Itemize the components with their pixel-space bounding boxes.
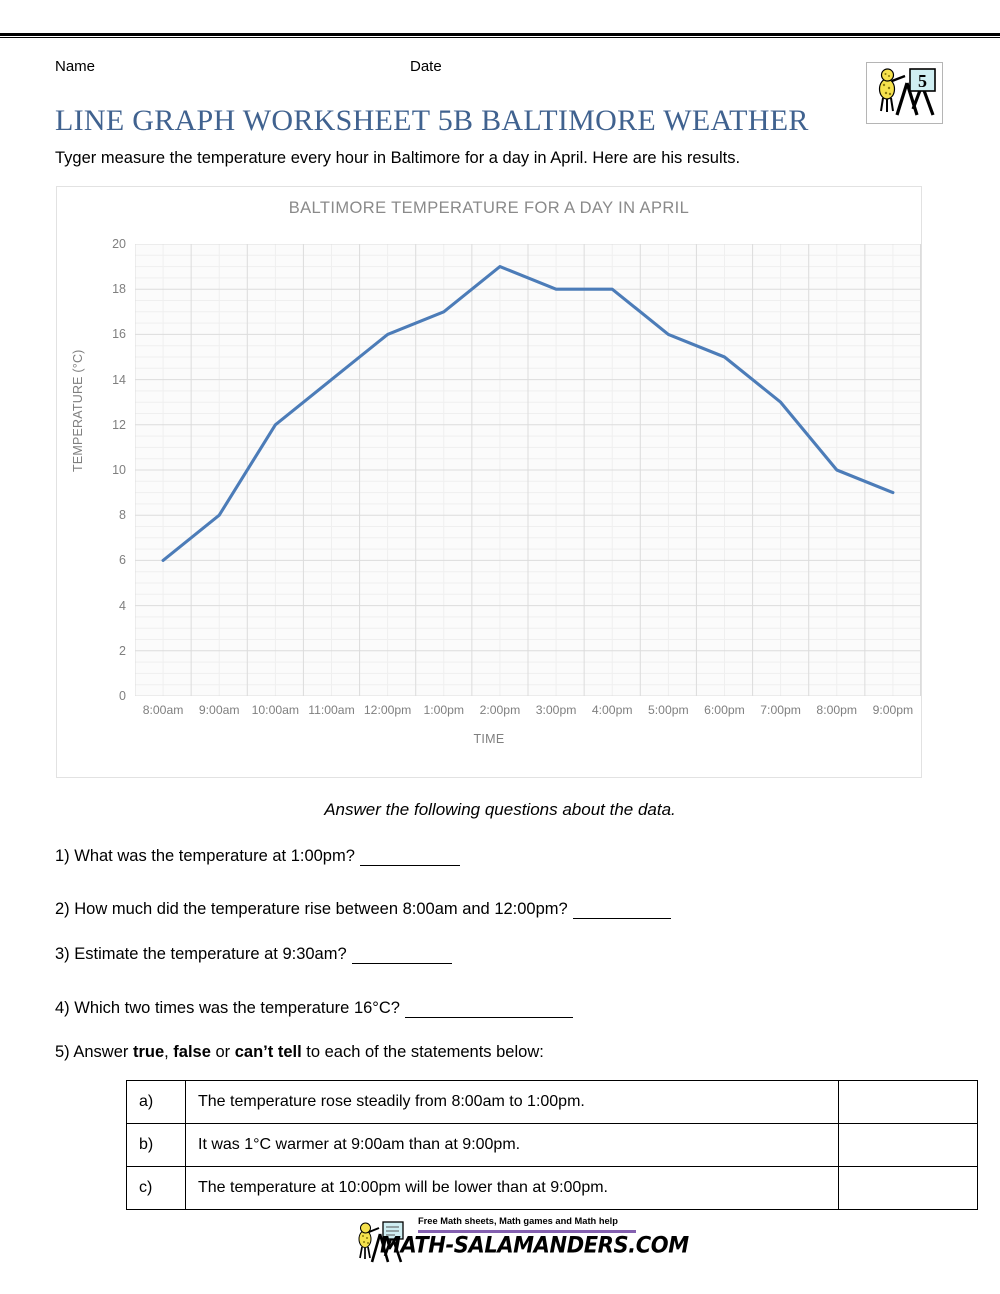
x-axis-tick-labels — [135, 703, 921, 717]
question-3-answer-blank[interactable] — [352, 949, 452, 964]
salamander-level-logo — [866, 62, 943, 124]
intro-text: Tyger measure the temperature every hour in Baltimore for a day in April. Here are his results. — [55, 149, 741, 167]
question-5-bold-cant-tell: can’t tell — [234, 1043, 302, 1061]
x-tick-label: 9:00pm — [872, 703, 914, 717]
question-2-answer-blank[interactable] — [573, 904, 671, 919]
question-3 — [55, 945, 452, 964]
question-5-bold-false: false — [173, 1043, 211, 1061]
y-tick-label: 4 — [119, 598, 126, 613]
footer-brand-text: MATH-SALAMANDERS.COM — [380, 1232, 689, 1258]
x-tick-label: 9:00am — [198, 703, 240, 717]
question-5-prefix: 5) Answer — [55, 1043, 133, 1061]
y-tick-label: 6 — [119, 553, 126, 568]
question-2 — [55, 900, 671, 919]
chart-title: BALTIMORE TEMPERATURE FOR A DAY IN APRIL — [288, 199, 690, 217]
x-axis-title: TIME — [473, 732, 505, 746]
svg-text:5: 5 — [918, 71, 927, 91]
y-axis-title: TEMPERATURE (°C) — [71, 349, 85, 472]
question-4-answer-blank[interactable] — [405, 1003, 573, 1018]
x-tick-label: 5:00pm — [648, 703, 689, 717]
name-label: Name — [55, 58, 96, 75]
true-false-answer-table — [126, 1080, 978, 1210]
x-tick-label: 3:00pm — [535, 703, 577, 717]
row-answer-cell[interactable] — [839, 1167, 978, 1210]
row-letter: c) — [127, 1167, 186, 1210]
x-tick-label: 8:00pm — [816, 703, 858, 717]
table-row — [127, 1167, 978, 1210]
question-5-sep-1: , — [164, 1043, 174, 1061]
row-letter: a) — [127, 1081, 186, 1124]
y-tick-label: 8 — [119, 508, 126, 523]
x-tick-label: 10:00am — [251, 703, 300, 717]
y-tick-label: 18 — [112, 282, 126, 297]
y-tick-label: 10 — [112, 463, 126, 477]
top-divider-rule — [0, 33, 1000, 38]
header-fields — [55, 58, 945, 84]
question-5-sep-2: or — [210, 1043, 235, 1061]
question-5 — [55, 1043, 544, 1062]
question-4 — [55, 999, 573, 1018]
chart-container — [56, 186, 922, 778]
question-4-text: 4) Which two times was the temperature 16°C? — [55, 999, 400, 1017]
table-row — [127, 1124, 978, 1167]
question-5-bold-true: true — [132, 1043, 165, 1061]
row-letter: b) — [127, 1124, 186, 1167]
instruction-text: Answer the following questions about the data. — [324, 800, 676, 819]
row-statement: The temperature at 10:00pm will be lower than at 9:00pm. — [186, 1167, 839, 1210]
date-label: Date — [410, 58, 442, 75]
salamander-logo-icon — [867, 63, 942, 123]
row-answer-cell[interactable] — [839, 1081, 978, 1124]
table-row — [127, 1081, 978, 1124]
x-tick-label: 2:00pm — [479, 703, 521, 717]
x-tick-label: 6:00pm — [704, 703, 745, 717]
row-answer-cell[interactable] — [839, 1124, 978, 1167]
y-tick-label: 2 — [119, 643, 126, 658]
y-tick-label: 20 — [112, 237, 126, 251]
question-1-answer-blank[interactable] — [360, 851, 460, 866]
question-1 — [55, 847, 460, 866]
x-tick-label: 1:00pm — [423, 703, 465, 717]
footer-tagline: Free Math sheets, Math games and Math help — [418, 1216, 618, 1226]
y-tick-label: 14 — [112, 372, 126, 387]
row-statement: It was 1°C warmer at 9:00am than at 9:00pm. — [186, 1124, 839, 1167]
question-2-text: 2) How much did the temperature rise between 8:00am and 12:00pm? — [55, 900, 568, 918]
y-tick-label: 0 — [119, 689, 126, 703]
x-tick-label: 12:00pm — [363, 703, 412, 717]
temperature-line-series — [135, 244, 921, 696]
y-tick-label: 16 — [112, 327, 126, 342]
page-title: LINE GRAPH WORKSHEET 5B BALTIMORE WEATHER — [55, 104, 809, 137]
row-statement: The temperature rose steadily from 8:00am to 1:00pm. — [186, 1081, 839, 1124]
x-tick-label: 4:00pm — [591, 703, 633, 717]
footer — [0, 1214, 1000, 1276]
x-tick-label: 11:00am — [308, 703, 355, 717]
x-tick-label: 7:00pm — [760, 703, 801, 717]
x-tick-label: 8:00am — [142, 703, 184, 717]
plot-area — [112, 237, 921, 703]
y-tick-label: 12 — [112, 417, 126, 432]
question-5-suffix: to each of the statements below: — [301, 1043, 544, 1061]
question-3-text: 3) Estimate the temperature at 9:30am? — [55, 945, 347, 963]
question-1-text: 1) What was the temperature at 1:00pm? — [55, 847, 355, 865]
